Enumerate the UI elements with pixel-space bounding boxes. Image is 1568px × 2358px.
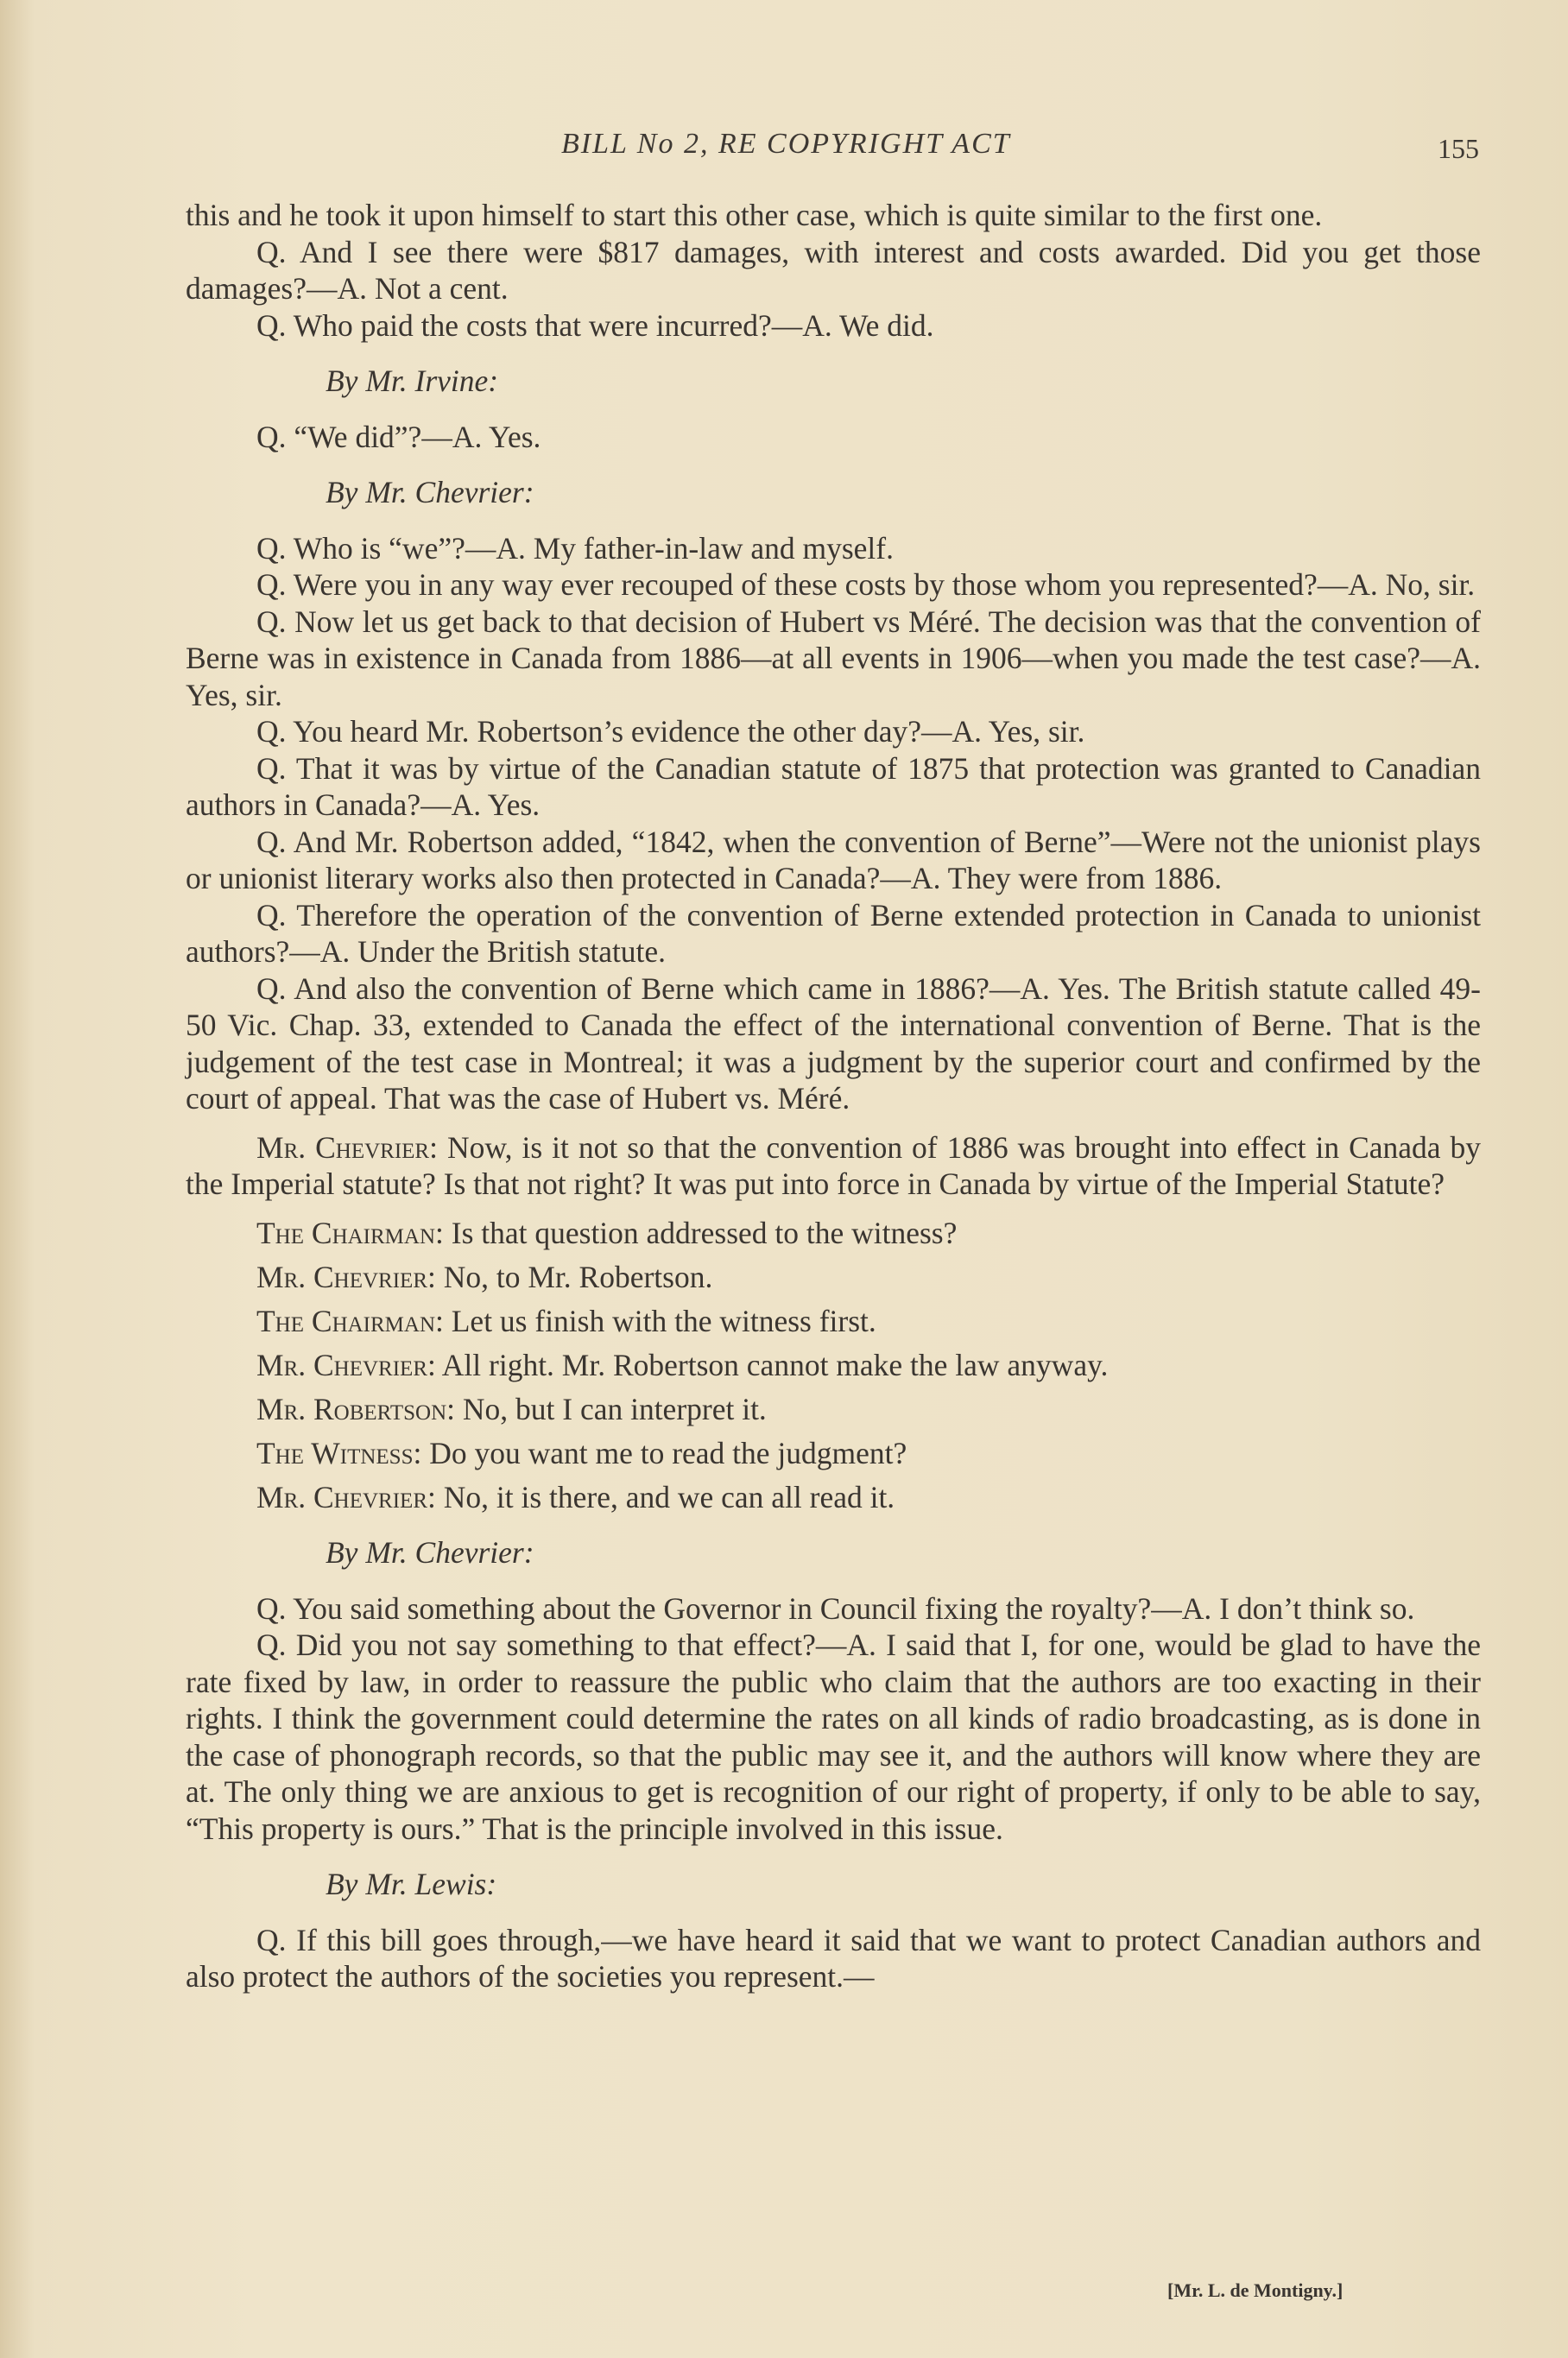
page-number: 155 [1438,133,1479,164]
paragraph: Q. And I see there were $817 damages, with interest and costs awarded. Did you get those damages?—A. Not a cent. [186,234,1481,306]
paragraph: Q. You heard Mr. Robertson’s evidence the other day?—A. Yes, sir. [256,714,1085,749]
dialogue-line: Mr. Robertson: No, but I can interpret it. [256,1391,767,1426]
dialogue-line: Mr. Chevrier: No, to Mr. Robertson. [256,1259,713,1294]
paragraph: Q. You said something about the Governor in Council fixing the royalty?—A. I don’t think so. [256,1590,1415,1626]
paragraph: Q. And also the convention of Berne which came in 1886?—A. Yes. The British statute called 49-50 Vic. Chap. 33, extended to Canada the effect of the international convention of Berne. That is the judgement of the test case in Montreal; it was a judgment by the superior court and confirmed by the court of appeal. That was the case of Hubert vs. Méré. [186,970,1481,1116]
paragraph: Mr. Chevrier: Now, is it not so that the convention of 1886 was brought into effect in Canada by the Imperial statute? Is that not right? It was put into force in Canada by virtue of the Imperial Statute? [186,1129,1482,1201]
page-body [186,197,1481,1995]
paragraph: Q. Who is “we”?—A. My father-in-law and myself. [256,530,894,566]
running-title: BILL No 2, RE COPYRIGHT ACT [561,128,1011,160]
paragraph: Q. And Mr. Robertson added, “1842, when the convention of Berne”—Were not the unionist plays or unionist literary works also then protected in Canada?—A. They were from 1886. [186,824,1481,895]
dialogue-line: Mr. Chevrier: All right. Mr. Robertson cannot make the law anyway. [256,1347,1109,1382]
dialogue-line: The Chairman: Is that question addressed to the witness? [256,1215,958,1250]
paragraph: Q. “We did”?—A. Yes. [256,419,541,454]
paragraph: Q. Now let us get back to that decision of Hubert vs Méré. The decision was that the convention of Berne was in existence in Canada from 1886—at all events in 1906—when you made the test case?—A. Yes, sir. [186,604,1481,712]
examiner-heading: By Mr. Lewis: [326,1867,497,1901]
dialogue-line: The Witness: Do you want me to read the judgment? [256,1435,907,1470]
paragraph: Q. Therefore the operation of the convention of Berne extended protection in Canada to unionist authors?—A. Under the British statute. [186,897,1481,969]
paragraph: Q. Were you in any way ever recouped of these costs by those whom you represented?—A. No, sir. [256,567,1476,602]
paragraph: this and he took it upon himself to start this other case, which is quite similar to the first one. [186,198,1323,232]
dialogue-line: The Chairman: Let us finish with the witness first. [256,1303,876,1338]
examiner-heading: By Mr. Chevrier: [326,475,534,509]
page-header [0,128,1568,171]
paragraph: Q. Who paid the costs that were incurred?—A. We did. [256,307,934,343]
paragraph: Q. Did you not say something to that effect?—A. I said that I, for one, would be glad to have the rate fixed by law, in order to reassure the public who claim that the authors are too exacting in their rights. I think the government could determine the rates on all kinds of radio broadcasting, as is done in the case of phonograph records, so that the public may see it, and the authors will know where they are at. The only thing we are anxious to get is recognition of our right of property, if only to be able to say, “This property is ours.” That is the principle involved in this issue. [186,1628,1481,1846]
examiner-heading: By Mr. Chevrier: [326,1535,534,1570]
speaker-footer: [Mr. L. de Montigny.] [1167,2279,1344,2301]
paragraph: Q. That it was by virtue of the Canadian statute of 1875 that protection was granted to Canadian authors in Canada?—A. Yes. [186,750,1481,822]
paragraph: Q. If this bill goes through,—we have heard it said that we want to protect Canadian authors and also protect the authors of the societies you represent.— [186,1922,1481,1994]
examiner-heading: By Mr. Irvine: [326,363,499,398]
dialogue-line: Mr. Chevrier: No, it is there, and we can all read it. [256,1479,895,1514]
